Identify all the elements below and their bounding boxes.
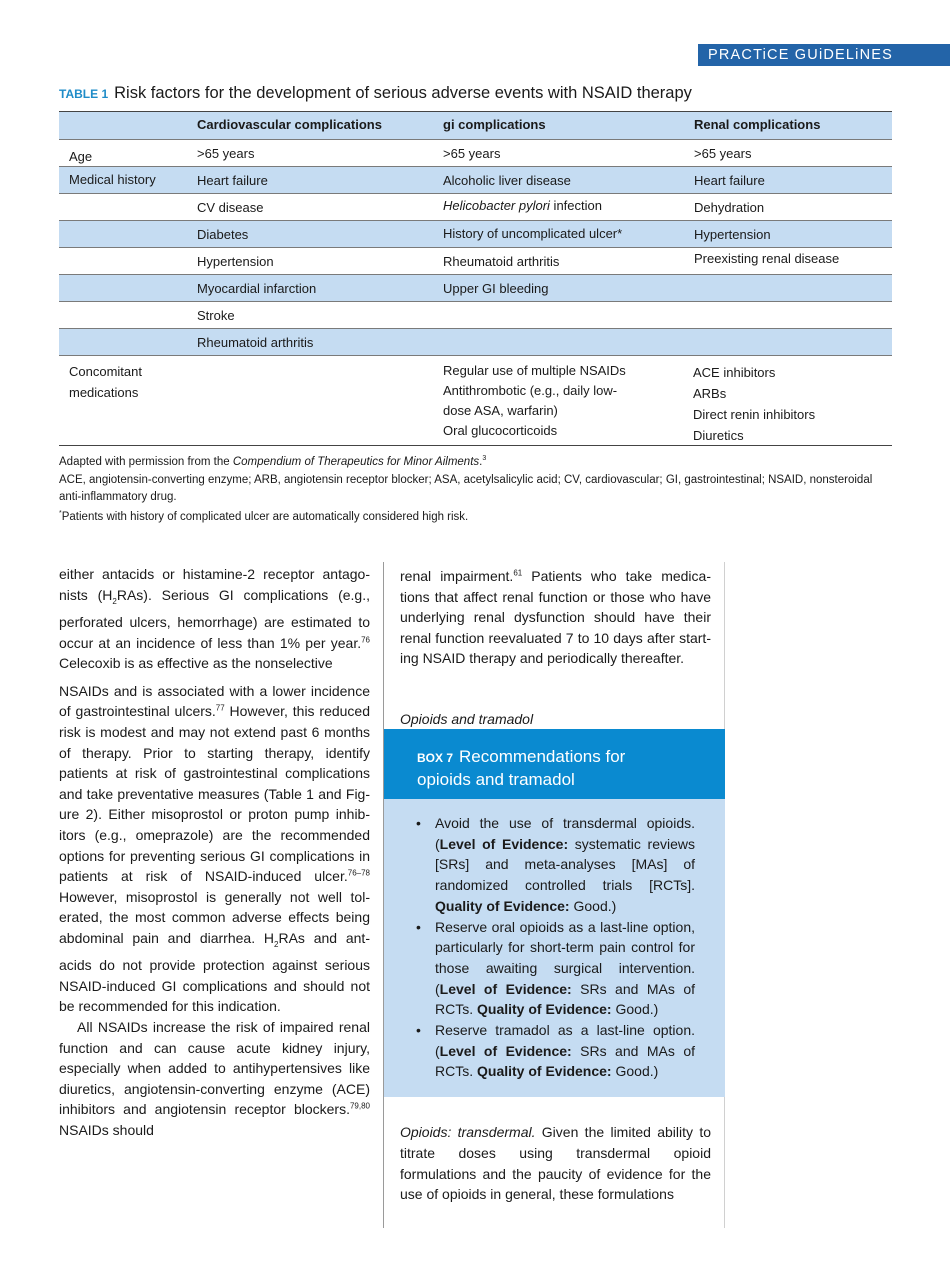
row-label: Medical history [69, 172, 156, 187]
table-row [59, 275, 892, 302]
cell: Heart failure [197, 173, 268, 188]
cell-line: Direct renin inhibitors [693, 407, 816, 422]
list-item [414, 917, 695, 1021]
abbreviations-note: ACE, angiotensin-converting enzyme; ARB, angiotensin receptor blocker; ASA, acetylsalicylic acid; CV, cardiovascular; GI, gastrointestinal; NSAID, nonsteroidal anti-inflammatory drug. [59, 474, 873, 503]
cell: Preexisting renal disease [694, 251, 840, 266]
evidence-label: Level of Evidence: [439, 835, 569, 852]
cell: Hypertension [197, 254, 274, 269]
cell: Alcoholic liver disease [443, 173, 571, 188]
cell: Rheumatoid arthritis [443, 254, 560, 269]
evidence-text: SRs and MAs of RCTs. [435, 1042, 695, 1080]
row-label-line: medications [69, 385, 139, 400]
reference-mark: 61 [513, 568, 523, 578]
text-run: RAs and ant- acids do not provide protection against serious NSAID-induced GI complications and should not be recommended for this indication. [59, 929, 370, 1015]
inline-subheading: Opioids: transdermal. [400, 1124, 536, 1140]
right-column-text [400, 566, 711, 669]
text-run: Patients who take medica- tions that affect renal function or those who have underlying renal dysfunction should have their renal function reevaluated 7 to 10 days after start- ing NSAID therapy and periodically thereafter. [400, 568, 711, 667]
cell: >65 years [197, 146, 255, 161]
text-run: However, misoprostol is generally not well tol- erated, the most common adverse effects being abdominal pain and diarrhea. H [59, 888, 370, 946]
cell-line: Diuretics [693, 428, 744, 443]
table-row [59, 329, 892, 356]
text-run: NSAIDs and is associated with a lower incidence of gastrointestinal ulcers. [59, 682, 370, 720]
table-header-row [59, 112, 892, 140]
item-text: Reserve oral opioids as a last-line option, particularly for short-term pain control for those awaiting surgical intervention. ( [435, 918, 695, 997]
quality-text: Good.) [611, 1001, 659, 1018]
renal-medications-cell [693, 362, 889, 446]
table-title: Risk factors for the development of serious adverse events with NSAID therapy [114, 84, 692, 102]
cell-line: ARBs [693, 386, 727, 401]
reference-mark: 76 [361, 634, 370, 644]
subscript: 2 [112, 596, 117, 606]
table-row-concomitant [59, 356, 892, 446]
gi-medications-cell [443, 361, 688, 441]
footnote-text: Patients with history of complicated ulcer are automatically considered high risk. [61, 511, 469, 524]
cell: >65 years [443, 146, 501, 161]
text-run: renal impairment. [400, 568, 514, 584]
reference-mark: 3 [482, 455, 487, 462]
cell: Rheumatoid arthritis [197, 335, 314, 350]
table-row [59, 194, 892, 221]
box-label: BOX 7 [417, 751, 454, 765]
table-row [59, 248, 892, 275]
row-label: Age [69, 149, 93, 164]
text-run: All NSAIDs increase the risk of impaired renal function and can cause acute kidney injury, especially when added to antihypertensives like diuretics, angiotensin-converting enzyme (ACE) inhibitors and angiotensin receptor blockers. [59, 1019, 370, 1118]
cell: Hypertension [694, 227, 771, 242]
cell: Upper GI bleeding [443, 281, 549, 296]
evidence-label: Level of Evidence: [439, 980, 572, 997]
risk-factors-table [59, 111, 892, 446]
cell: Myocardial infarction [197, 281, 317, 296]
cell [443, 196, 688, 216]
box-title-line: opioids and tramadol [417, 770, 575, 789]
cell-rest: infection [549, 198, 602, 213]
paragraph [59, 1017, 370, 1141]
table-row [59, 221, 892, 248]
list-item [414, 813, 695, 917]
row-label-line: Concomitant [69, 364, 142, 379]
practice-guidelines-tag: PRACTiCE GUiDELiNES [698, 44, 950, 66]
table-row [59, 302, 892, 329]
cell: Dehydration [694, 200, 765, 215]
quality-text: Good.) [611, 1063, 659, 1080]
table-caption [59, 84, 919, 103]
table-row [59, 140, 892, 167]
quality-label: Quality of Evidence: [435, 897, 570, 914]
reference-mark: 77 [215, 703, 225, 713]
left-column-text [59, 564, 370, 1141]
section-subheading: Opioids and tramadol [400, 711, 534, 727]
header-cardiovascular: Cardiovascular complications [197, 117, 382, 132]
adapted-prefix: Adapted with permission from the [59, 455, 233, 468]
cell-line: Oral glucocorticoids [443, 423, 558, 438]
header-renal: Renal complications [694, 117, 821, 132]
right-column-bottom-text [400, 1122, 711, 1205]
quality-text: Good.) [569, 897, 617, 914]
text-run: NSAIDs should [59, 1122, 154, 1139]
cell: History of uncomplicated ulcer* [443, 226, 623, 241]
item-text: Avoid the use of transdermal opioids. ( [435, 815, 695, 852]
paragraph [59, 564, 370, 674]
box-title-line: Recommendations for [459, 747, 626, 766]
footnote [59, 506, 879, 525]
table-row [59, 167, 892, 194]
evidence-label: Level of Evidence: [439, 1042, 572, 1059]
cell: Diabetes [197, 227, 249, 242]
cell-line: ACE inhibitors [693, 365, 776, 380]
reference-mark: 79,80 [349, 1101, 370, 1111]
subscript: 2 [274, 939, 279, 949]
evidence-text: SRs and MAs of RCTs. [435, 980, 695, 1018]
cell: >65 years [694, 146, 752, 161]
text-run: Given the limited ability to titrate doses using transdermal opioid formulations and the paucity of evidence for the use of opioids in general, these formulations [400, 1124, 711, 1203]
box7-header [384, 729, 725, 799]
footnote-mark: * [59, 510, 62, 518]
row-label [69, 362, 194, 403]
list-item [414, 1020, 695, 1082]
text-run: Celecoxib is as effective as the nonselective [59, 655, 333, 672]
table-notes [59, 451, 879, 526]
quality-label: Quality of Evidence: [477, 1001, 612, 1018]
text-run: RAs). Serious GI complications (e.g., perforated ulcers, hemorrhage) are estimated to occur at an incidence of less than 1% per year. [59, 586, 371, 651]
box7-body [384, 799, 725, 1097]
item-text: Reserve tramadol as a last-line option. ( [435, 1022, 695, 1059]
text-run: However, this reduced risk is modest and may not extend past 6 months of therapy. Prior to starting therapy, identify patients at risk of gastrointestinal complications and take preventative measures (Table 1 and Fig- ure 2). Either misoprostol or proton pump inhib- itors (e.g., omeprazole) are the recommended options for preventing serious GI complications in patients at risk of NSAID-induced ulcer. [59, 703, 371, 885]
cell: CV disease [197, 200, 264, 215]
cell-line: Antithrombotic (e.g., daily low- [443, 383, 618, 398]
text-run: either antacids or histamine-2 receptor antago- nists (H [59, 566, 370, 603]
adapted-suffix: . [479, 455, 483, 468]
header-gi: gi complications [443, 117, 546, 132]
cell: Stroke [197, 308, 235, 323]
cell-line: Regular use of multiple NSAIDs [443, 363, 626, 378]
paragraph [59, 681, 370, 1017]
adapted-source: Compendium of Therapeutics for Minor Ailments [232, 455, 480, 468]
adapted-note [59, 451, 879, 470]
cell-line: dose ASA, warfarin) [443, 403, 558, 418]
quality-label: Quality of Evidence: [477, 1063, 612, 1080]
recommendations-list [414, 813, 695, 1082]
evidence-text: systematic reviews [SRs] and meta-analyses [MAs] of randomized controlled trials [RCTs]. [435, 835, 695, 894]
cell: Heart failure [694, 173, 765, 188]
cell-italic-part: Helicobacter pylori [443, 198, 550, 213]
table-label: TABLE 1 [59, 87, 109, 101]
reference-mark: 76–78 [347, 868, 370, 878]
